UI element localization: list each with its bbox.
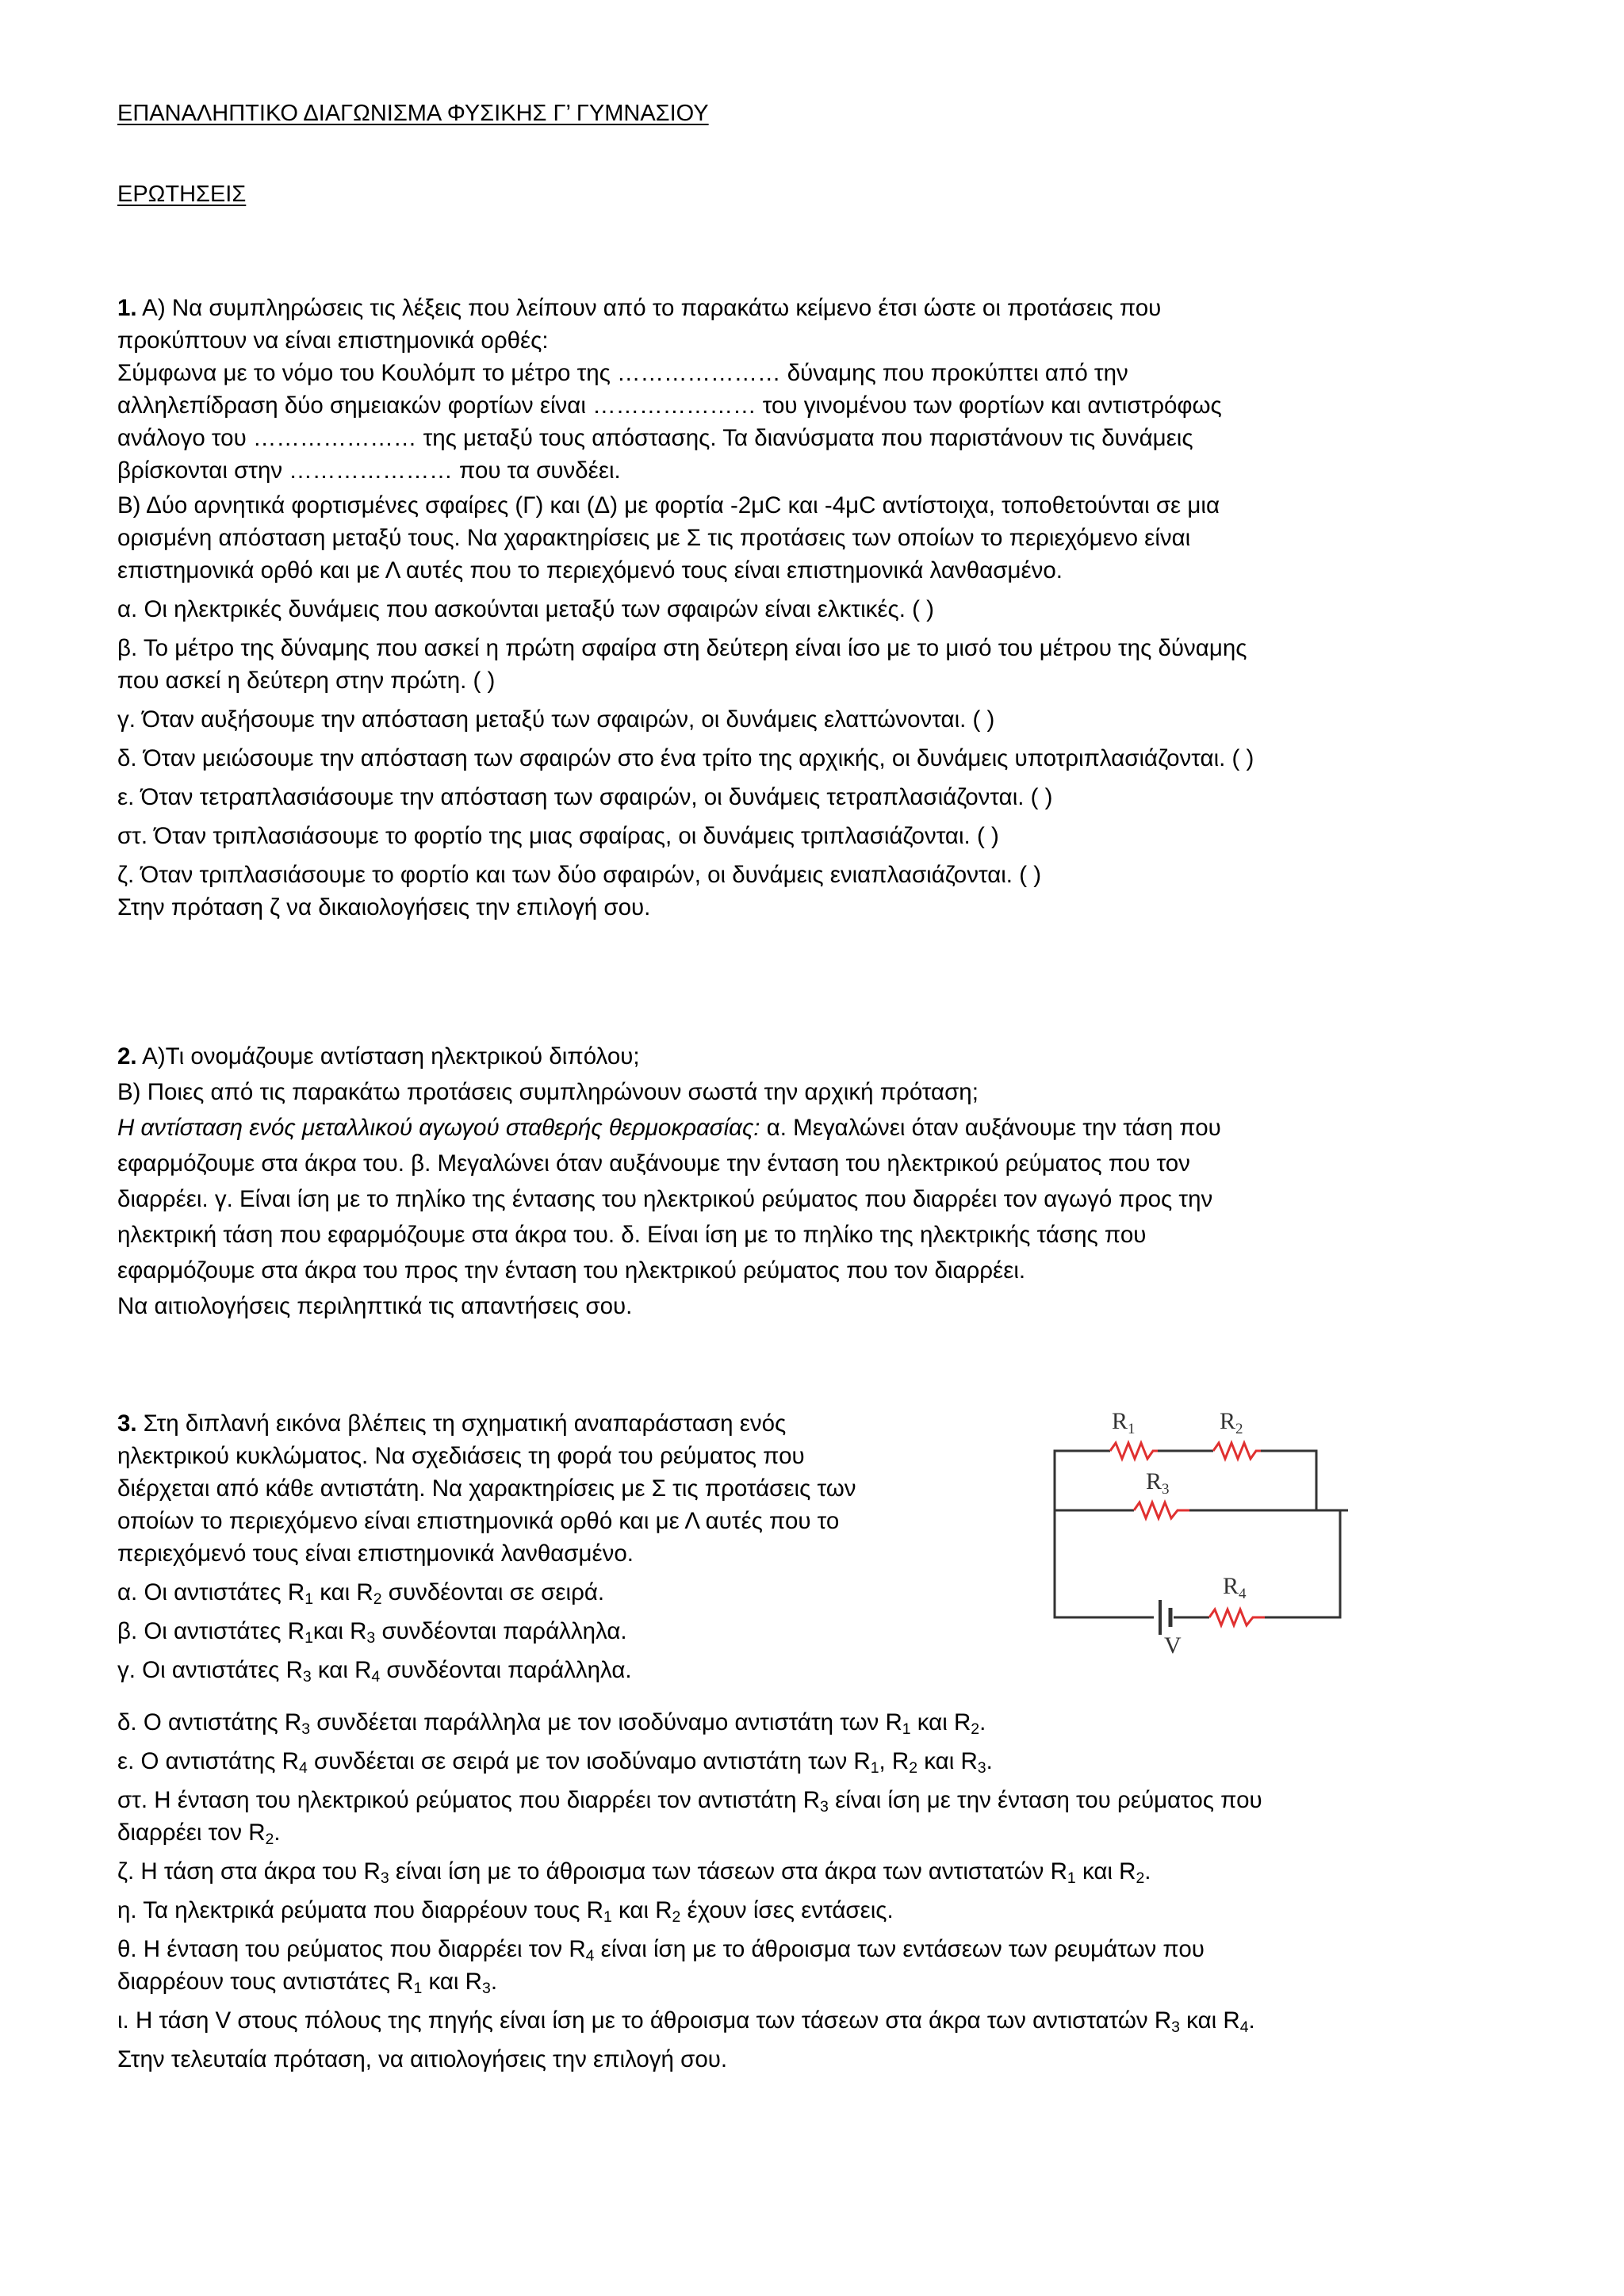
q1-statement: δ. Όταν μειώσουμε την απόσταση των σφαιρών στο ένα τρίτο της αρχικής, οι δυνάμεις υποτριπλασιάζονται. ( ) — [117, 745, 1254, 771]
q2-number: 2. — [117, 1043, 137, 1070]
q1-line: προκύπτουν να είναι επιστημονικά ορθές: — [117, 327, 549, 354]
q2-line: ηλεκτρική τάση που εφαρμόζουμε στα άκρα του. δ. Είναι ίση με το πηλίκο της ηλεκτρικής τάσης που — [117, 1222, 1147, 1248]
q3-statement: διαρρέουν τους αντιστάτες $R_1$ και $R_3$. — [117, 1969, 498, 1997]
q1-line: επιστημονικά ορθό και με Λ αυτές που το περιεχόμενό τους είναι επιστημονικά λανθασμένο. — [117, 557, 1063, 584]
q3-number: 3. — [117, 1410, 137, 1437]
q2-line: διαρρέει. γ. Είναι ίση με το πηλίκο της έντασης του ηλεκτρικού ρεύματος που διαρρέει τον αγωγό προς την — [117, 1186, 1213, 1212]
q3-instruction: Στην τελευταία πρόταση, να αιτιολογήσεις την επιλογή σου. — [117, 2046, 728, 2072]
label-r2: $R_2$ — [1220, 1408, 1243, 1437]
q2-italic-stem: Η αντίσταση ενός μεταλλικού αγωγού σταθερής θερμοκρασίας: — [117, 1115, 760, 1141]
q3-line: οποίων το περιεχόμενο είναι επιστημονικά ορθό και με Λ αυτές που το — [117, 1508, 840, 1534]
q3-line: ηλεκτρικού κυκλώματος. Να σχεδιάσεις τη φορά του ρεύματος που — [117, 1443, 805, 1469]
q2-line: εφαρμόζουμε στα άκρα του. β. Μεγαλώνει όταν αυξάνουμε την ένταση του ηλεκτρικού ρεύματος που τον — [117, 1150, 1190, 1177]
resistor-r4 — [1209, 1609, 1265, 1625]
q1-line: 1. Α) Να συμπληρώσεις τις λέξεις που λείπουν από το παρακάτω κείμενο έτσι ώστε οι προτάσεις που — [117, 295, 1162, 321]
circuit-diagram — [1023, 1395, 1348, 1657]
q1-statement: που ασκεί η δεύτερη στην πρώτη. ( ) — [117, 668, 496, 694]
question-3-continued — [117, 1706, 1262, 2076]
resistor-r3 — [1134, 1502, 1189, 1518]
q2-line: Η αντίσταση ενός μεταλλικού αγωγού σταθερής θερμοκρασίας: α. Μεγαλώνει όταν αυξάνουμε την τάση που — [117, 1115, 1221, 1141]
q1-line: Σύμφωνα με το νόμο του Κουλόμπ το μέτρο της ………………… δύναμης που προκύπτει από την — [117, 360, 1128, 386]
q1-statement: ε. Όταν τετραπλασιάσουμε την απόσταση των σφαιρών, οι δυνάμεις τετραπλασιάζονται. ( ) — [117, 784, 1053, 810]
question-2 — [117, 1039, 1221, 1324]
q2-line: εφαρμόζουμε στα άκρα του προς την ένταση του ηλεκτρικού ρεύματος που τον διαρρέει. — [117, 1257, 1026, 1284]
q1-statement: α. Οι ηλεκτρικές δυνάμεις που ασκούνται μεταξύ των σφαιρών είναι ελκτικές. ( ) — [117, 596, 934, 622]
q1-part-b: Β) Δύο αρνητικά φορτισμένες σφαίρες (Γ) και (Δ) με φορτία -2μC και -4μC αντίστοιχα, τοποθετούνται σε μια — [117, 492, 1220, 519]
q3-statement: διαρρέει τον $R_2$. — [117, 1820, 281, 1848]
q3-statement: ζ. Η τάση στα άκρα του $R_3$ είναι ίση με το άθροισμα των τάσεων στα άκρα των αντιστατών $R_1$ και $R_2$. — [117, 1858, 1151, 1887]
q1-line: ορισμένη απόσταση μεταξύ τους. Να χαρακτηρίσεις με Σ τις προτάσεις των οποίων το περιεχόμενο είναι — [117, 525, 1191, 551]
q1-statement: στ. Όταν τριπλασιάσουμε το φορτίο της μιας σφαίρας, οι δυνάμεις τριπλασιάζονται. ( ) — [117, 823, 999, 849]
q2-line: 2. Α)Τι ονομάζουμε αντίσταση ηλεκτρικού διπόλου; — [117, 1043, 640, 1070]
q3-line: διέρχεται από κάθε αντιστάτη. Να χαρακτηρίσεις με Σ τις προτάσεις των — [117, 1475, 856, 1502]
q1-statement: γ. Όταν αυξήσουμε την απόσταση μεταξύ των σφαιρών, οι δυνάμεις ελαττώνονται. ( ) — [117, 706, 995, 733]
q1-number: 1. — [117, 295, 137, 321]
q3-statement: δ. Ο αντιστάτης $R_3$ συνδέεται παράλληλα με τον ισοδύναμο αντιστάτη των $R_1$ και $R_2$. — [117, 1709, 986, 1738]
resistor-r2 — [1213, 1443, 1261, 1459]
question-3 — [117, 1407, 856, 1686]
q1-line: αλληλεπίδραση δύο σημειακών φορτίων είναι ………………… του γινομένου των φορτίων και αντιστρόφως — [117, 392, 1222, 419]
q3-statement: γ. Οι αντιστάτες $R_3$ και $R_4$ συνδέονται παράλληλα. — [117, 1657, 632, 1686]
q3-line: περιεχόμενό τους είναι επιστημονικά λανθασμένο. — [117, 1540, 634, 1567]
label-v: V — [1164, 1632, 1182, 1657]
q2-line: Να αιτιολογήσεις περιληπτικά τις απαντήσεις σου. — [117, 1293, 633, 1319]
q3-statement: η. Τα ηλεκτρικά ρεύματα που διαρρέουν τους $R_1$ και $R_2$ έχουν ίσες εντάσεις. — [117, 1897, 894, 1926]
q3-line: 3. Στη διπλανή εικόνα βλέπεις τη σχηματική αναπαράσταση ενός — [117, 1410, 787, 1437]
q3-statement: στ. Η ένταση του ηλεκτρικού ρεύματος που διαρρέει τον αντιστάτη $R_3$ είναι ίση με την ένταση του ρεύματος που — [117, 1787, 1262, 1816]
label-r1: $R_1$ — [1112, 1408, 1136, 1437]
page-title: ΕΠΑΝΑΛΗΠΤΙΚΟ ΔΙΑΓΩΝΙΣΜΑ ΦΥΣΙΚΗΣ Γ’ ΓΥΜΝΑΣΙΟΥ — [117, 101, 709, 126]
q3-statement: θ. Η ένταση του ρεύματος που διαρρέει τον $R_4$ είναι ίση με το άθροισμα των εντάσεων των ρευμάτων που — [117, 1936, 1205, 1965]
label-r3: $R_3$ — [1146, 1468, 1170, 1498]
section-heading: ΕΡΩΤΗΣΕΙΣ — [117, 182, 247, 207]
q3-statement: β. Οι αντιστάτες $R_1\kappa\alpha\iota$ $R_3$ συνδέονται παράλληλα. — [117, 1618, 627, 1647]
q3-statement: ε. Ο αντιστάτης $R_4$ συνδέεται σε σειρά με τον ισοδύναμο αντιστάτη των $R_1$, $R_2$ και $R_3$. — [117, 1748, 993, 1777]
q1-instruction: Στην πρόταση ζ να δικαιολογήσεις την επιλογή σου. — [117, 894, 651, 920]
resistor-r1 — [1110, 1443, 1158, 1459]
q2-line: Β) Ποιες από τις παρακάτω προτάσεις συμπληρώνουν σωστά την αρχική πρόταση; — [117, 1079, 979, 1105]
q1-line: ανάλογο του ………………… της μεταξύ τους απόστασης. Τα διανύσματα που παριστάνουν τις δυνάμεις — [117, 425, 1193, 451]
q1-statement: ζ. Όταν τριπλασιάσουμε το φορτίο και των δύο σφαιρών, οι δυνάμεις ενιαπλασιάζονται. ( ) — [117, 862, 1042, 888]
q3-statement: ι. Η τάση V στους πόλους της πηγής είναι ίση με το άθροισμα των τάσεων στα άκρα των αντιστατών $R_3$ και $R_4$. — [117, 2007, 1255, 2036]
question-1 — [117, 292, 1254, 924]
q3-statement: α. Οι αντιστάτες $R_1$ και $R_2$ συνδέονται σε σειρά. — [117, 1579, 605, 1608]
label-r4: $R_4$ — [1223, 1573, 1247, 1602]
q1-statement: β. Το μέτρο της δύναμης που ασκεί η πρώτη σφαίρα στη δεύτερη είναι ίσο με το μισό του μέτρου της δύναμης — [117, 635, 1247, 661]
q1-line: βρίσκονται στην ………………… που τα συνδέει. — [117, 457, 621, 484]
